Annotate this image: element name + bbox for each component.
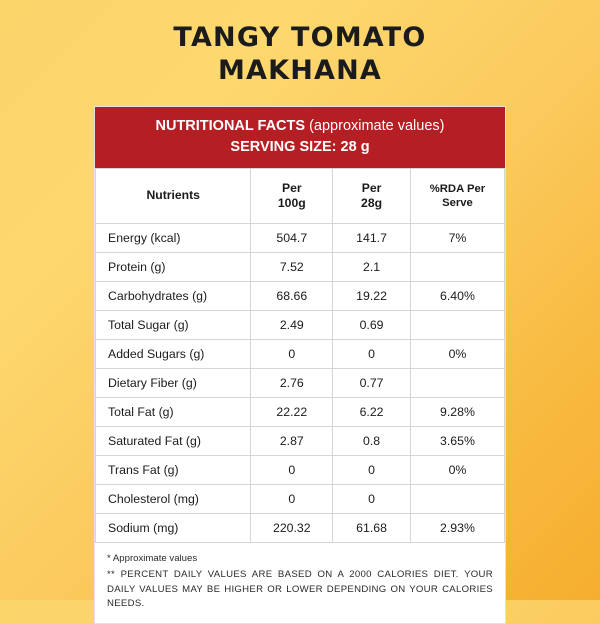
nutrient-value-rda: 7% xyxy=(410,223,504,252)
nutrition-facts-card xyxy=(94,106,506,624)
nutrition-facts-header xyxy=(95,107,505,168)
nutrient-value-rda xyxy=(410,310,504,339)
nutrient-value-per-100g: 0 xyxy=(251,484,333,513)
column-header-rda: %RDA Per Serve xyxy=(410,168,504,223)
table-row xyxy=(96,339,505,368)
nutrient-value-per-100g: 220.32 xyxy=(251,513,333,542)
nutrient-value-rda: 6.40% xyxy=(410,281,504,310)
nutrient-value-per-28g: 0.69 xyxy=(333,310,411,339)
nutrient-value-rda: 0% xyxy=(410,455,504,484)
table-body xyxy=(96,223,505,542)
nutrient-name: Energy (kcal) xyxy=(96,223,251,252)
nutrient-name: Added Sugars (g) xyxy=(96,339,251,368)
nutrient-value-per-28g: 19.22 xyxy=(333,281,411,310)
nutrient-value-per-28g: 141.7 xyxy=(333,223,411,252)
table-row xyxy=(96,368,505,397)
nutrient-value-per-100g: 68.66 xyxy=(251,281,333,310)
nutrient-value-rda xyxy=(410,368,504,397)
nutrient-value-per-100g: 504.7 xyxy=(251,223,333,252)
nutrient-value-per-100g: 7.52 xyxy=(251,252,333,281)
nutrient-value-per-100g: 0 xyxy=(251,339,333,368)
nutrient-value-per-28g: 0.77 xyxy=(333,368,411,397)
footnote-daily-values: ** PERCENT DAILY VALUES ARE BASED ON A 2000 CALORIES DIET. YOUR DAILY VALUES MAY BE HIGHER OR LOWER DEPENDING ON YOUR CALORIES NEEDS. xyxy=(107,569,493,610)
nutrient-name: Cholesterol (mg) xyxy=(96,484,251,513)
nutrient-value-per-100g: 2.87 xyxy=(251,426,333,455)
serving-size-text: SERVING SIZE: 28 g xyxy=(230,138,370,155)
nutrient-name: Saturated Fat (g) xyxy=(96,426,251,455)
table-row xyxy=(96,223,505,252)
nutrient-value-per-28g: 0 xyxy=(333,339,411,368)
nutrient-value-per-100g: 2.76 xyxy=(251,368,333,397)
nutrient-value-per-28g: 0 xyxy=(333,455,411,484)
table-row xyxy=(96,484,505,513)
column-header-nutrients: Nutrients xyxy=(96,168,251,223)
nutrient-value-rda: 0% xyxy=(410,339,504,368)
nutrient-value-per-28g: 0 xyxy=(333,484,411,513)
nutrient-value-per-100g: 0 xyxy=(251,455,333,484)
table-header xyxy=(96,168,505,223)
nutrient-value-per-28g: 0.8 xyxy=(333,426,411,455)
table-row xyxy=(96,455,505,484)
product-title-line-2: MAKHANA xyxy=(217,54,383,86)
nutrition-facts-header-title xyxy=(105,116,495,137)
nutrient-value-per-28g: 61.68 xyxy=(333,513,411,542)
table-row xyxy=(96,310,505,339)
table-row xyxy=(96,426,505,455)
nutrient-name: Total Fat (g) xyxy=(96,397,251,426)
column-header-per-100g-line1: Per xyxy=(281,180,302,195)
page-title xyxy=(173,22,426,88)
footnotes xyxy=(95,543,505,624)
nutrient-name: Dietary Fiber (g) xyxy=(96,368,251,397)
nutrient-name: Total Sugar (g) xyxy=(96,310,251,339)
table-header-row xyxy=(96,168,505,223)
nutrient-value-rda xyxy=(410,484,504,513)
column-header-per-28g-line2: 28g xyxy=(361,195,383,210)
nutrient-value-per-100g: 22.22 xyxy=(251,397,333,426)
product-title-line-1: TANGY TOMATO xyxy=(173,22,427,53)
column-header-per-100g-line2: 100g xyxy=(277,195,306,210)
nutrition-table xyxy=(95,168,505,543)
nutrient-value-per-100g: 2.49 xyxy=(251,310,333,339)
table-row xyxy=(96,513,505,542)
nutrient-value-rda: 9.28% xyxy=(410,397,504,426)
column-header-per-28g xyxy=(333,168,411,223)
nutrient-name: Trans Fat (g) xyxy=(96,455,251,484)
header-title-light: (approximate values) xyxy=(309,117,445,134)
nutrient-name: Protein (g) xyxy=(96,252,251,281)
nutrient-name: Carbohydrates (g) xyxy=(96,281,251,310)
nutrient-value-rda: 3.65% xyxy=(410,426,504,455)
column-header-per-28g-line1: Per xyxy=(361,180,382,195)
header-title-bold: NUTRITIONAL FACTS xyxy=(155,117,310,134)
footnote-approximate-values: * Approximate values xyxy=(107,552,198,564)
nutrient-name: Sodium (mg) xyxy=(96,513,251,542)
nutrient-value-per-28g: 2.1 xyxy=(333,252,411,281)
table-row xyxy=(96,281,505,310)
nutrient-value-per-28g: 6.22 xyxy=(333,397,411,426)
table-row xyxy=(96,397,505,426)
table-row xyxy=(96,252,505,281)
nutrient-value-rda xyxy=(410,252,504,281)
column-header-per-100g xyxy=(251,168,333,223)
nutrient-value-rda: 2.93% xyxy=(410,513,504,542)
